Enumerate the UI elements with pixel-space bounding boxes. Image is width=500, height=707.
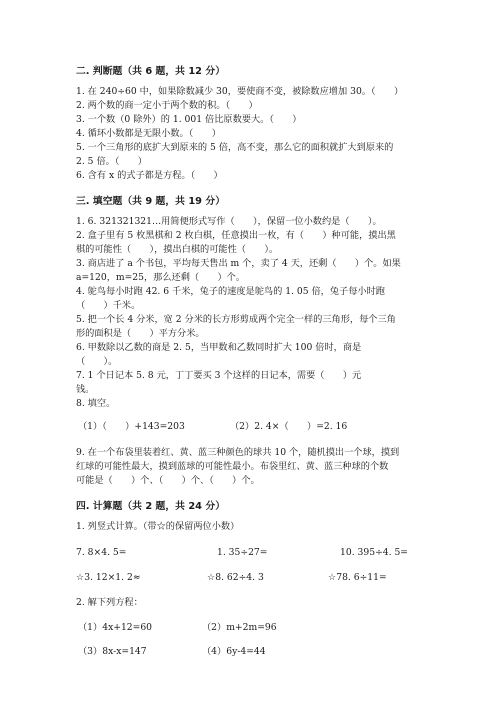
fill-line: 红球的可能性最大，摸到蓝球的可能性最小。布袋里红、黄、蓝三种球的个数: [76, 461, 389, 472]
calc-q2-text: 2. 解下列方程：: [76, 597, 143, 608]
fill-line: 棋的可能性（ ），摸出白棋的可能性（ ）。: [76, 244, 279, 255]
fill-line: （ ）千米。: [76, 300, 141, 311]
calc-item: ☆78. 6÷11=: [328, 572, 387, 583]
judge-line: 4. 循环小数都是无限小数。（ ）: [76, 128, 221, 139]
judge-line: 5. 一个三角形的底扩大到原来的 5 倍，高不变，那么它的面积就扩大到原来的: [76, 142, 394, 153]
fill-q8-part1: （1）（ ）+143=203: [78, 421, 185, 432]
judge-line: 3. 一个数（0 除外）的 1. 001 倍比原数要大。（ ）: [76, 114, 302, 125]
fill-line: 5. 把一个长 4 分米，宽 2 分米的长方形剪成两个完全一样的三角形，每个三角: [76, 314, 396, 325]
fill-q8-part2: （2）2. 4×（ ）=2. 16: [230, 421, 348, 432]
equation-item: （3）8x-x=147: [78, 646, 147, 657]
equation-item: （1）4x+12=60: [78, 622, 153, 633]
calc-item: ☆8. 62÷4. 3: [207, 572, 264, 583]
fill-line: 可能是（ ）个、（ ）个、（ ）个。: [76, 475, 260, 486]
fill-line: 8. 填空。: [76, 398, 116, 409]
calc-item: 10. 395÷4. 5=: [340, 547, 408, 558]
section-title-fill: 三. 填空题（共 9 题，共 19 分）: [76, 196, 225, 207]
calc-item: 7. 8×4. 5=: [76, 547, 127, 558]
judge-line: 2. 5 倍。（ ）: [76, 156, 147, 167]
equation-item: （4）6y-4=44: [202, 646, 266, 657]
fill-line: 2. 盒子里有 5 枚黑棋和 2 枚白棋，任意摸出一枚，有（ ）种可能，摸出黑: [76, 230, 396, 241]
judge-line: 6. 含有 x 的式子都是方程。（ ）: [76, 170, 223, 181]
fill-line: 4. 鸵鸟每小时跑 42. 6 千米，兔子的速度是鸵鸟的 1. 05 倍，兔子每小时跑: [76, 286, 385, 297]
fill-line: 形的面积是（ ）平方分米。: [76, 328, 205, 339]
equation-item: （2）m+2m=96: [202, 622, 277, 633]
calc-item: 1. 35÷27=: [217, 547, 268, 558]
calc-q1-text: 1. 列竖式计算。（带☆的保留两位小数）: [76, 521, 240, 532]
fill-line: 1. 6. 321321321…用简便形式写作（ ），保留一位小数约是（ ）。: [76, 216, 382, 227]
fill-line: 6. 甲数除以乙数的商是 2. 5，当甲数和乙数同时扩大 100 倍时，商是: [76, 342, 362, 353]
calc-item: ☆3. 12×1. 2≈: [76, 572, 141, 583]
section-title-calc: 四. 计算题（共 2 题，共 24 分）: [76, 501, 225, 512]
section-title-judge: 二. 判断题（共 6 题，共 12 分）: [76, 66, 225, 77]
fill-line: （ ）。: [76, 356, 118, 367]
fill-line: 7. 1 个日记本 5. 8 元，丁丁要买 3 个这样的日记本，需要（ ）元: [76, 370, 362, 381]
fill-line: 钱。: [76, 384, 95, 395]
judge-line: 1. 在 240÷60 中，如果除数减少 30，要使商不变，被除数应增加 30。（ ）: [76, 86, 404, 97]
judge-line: 2. 两个数的商一定小于两个数的积。（ ）: [76, 100, 258, 111]
fill-line: a=120，m=25，那么还剩（ ）个。: [76, 272, 246, 283]
fill-line: 3. 商店进了 a 个书包，平均每天售出 m 个，卖了 4 天，还剩（ ）个。如果: [76, 258, 401, 269]
fill-line: 9. 在一个布袋里装着红、黄、蓝三种颜色的球共 10 个，随机摸出一个球，摸到: [76, 447, 400, 458]
